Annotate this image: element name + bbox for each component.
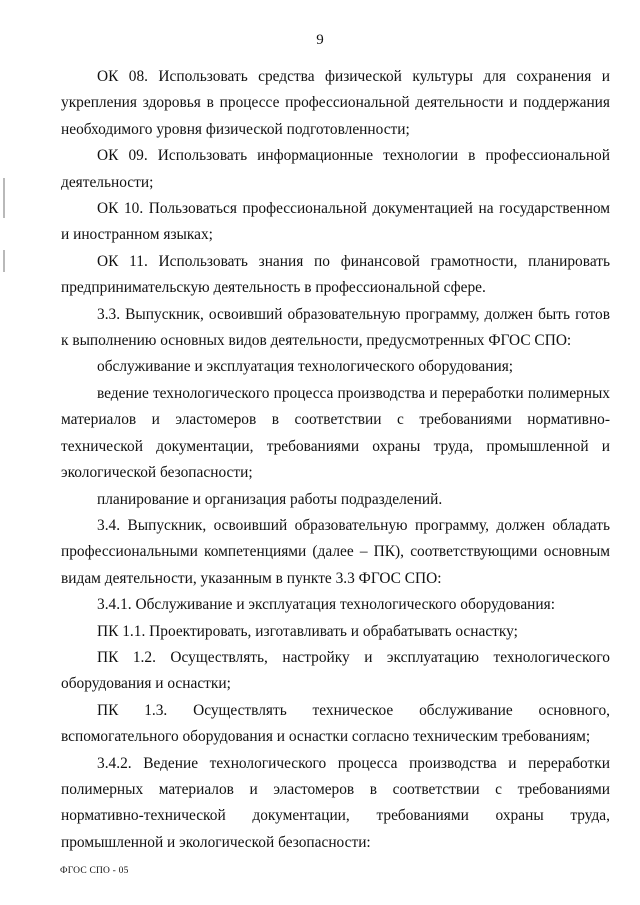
paragraph-activity-3: планирование и организация работы подразделений. (97, 490, 443, 508)
paragraph-ok08: ОК 08. Использовать средства физической культуры для сохранения и укрепления здоровья в процессе профессиональной деятельности и поддержания необходимого уровня физической подготовленности; (61, 68, 610, 138)
paragraph-pk-1-2: ПК 1.2. Осуществлять, настройку и эксплуатацию технологического оборудования и оснастки; (61, 648, 610, 693)
paragraph-3-3: 3.3. Выпускник, освоивший образовательную программу, должен быть готов к выполнению основных видов деятельности, предусмотренных ФГОС СПО: (61, 305, 610, 350)
document-footer: ФГОС СПО - 05 (60, 866, 129, 876)
paragraph-ok10: ОК 10. Пользоваться профессиональной документацией на государственном и иностранном языках; (61, 200, 610, 244)
document-body (61, 64, 610, 856)
page-number: 9 (316, 32, 324, 48)
paragraph-ok11: ОК 11. Использовать знания по финансовой грамотности, планировать предпринимательскую деятельность в профессиональной сфере. (61, 252, 610, 297)
scan-edge-mark (3, 178, 5, 218)
paragraph-3-4-2: 3.4.2. Ведение технологического процесса производства и переработки полимерных материалов и эластомеров в соответствии с требованиями нормативно-технической документации, требованиями охраны труда, промышленной и экологической безопасности: (61, 754, 610, 851)
paragraph-pk-1-1: ПК 1.1. Проектировать, изготавливать и обрабатывать оснастку; (97, 622, 518, 640)
paragraph-3-4: 3.4. Выпускник, освоивший образовательную программу, должен обладать профессиональными компетенциями (далее – ПК), соответствующими основным видам деятельности, указанным в пункте 3.3 ФГОС СПО: (61, 516, 610, 587)
paragraph-activity-2: ведение технологического процесса производства и переработки полимерных материалов и эластомеров в соответствии с требованиями нормативно-технической документации, требованиями охраны труда, промышленной и экологической безопасности; (61, 384, 610, 482)
scan-edge-mark (3, 250, 5, 272)
paragraph-3-4-1: 3.4.1. Обслуживание и эксплуатация технологического оборудования: (97, 596, 555, 614)
paragraph-activity-1: обслуживание и эксплуатация технологического оборудования; (97, 358, 514, 376)
paragraph-ok09: ОК 09. Использовать информационные технологии в профессиональной деятельности; (61, 147, 610, 191)
paragraph-pk-1-3: ПК 1.3. Осуществлять техническое обслуживание основного, вспомогательного оборудования и оснастки согласно техническим требованиям; (61, 701, 610, 746)
